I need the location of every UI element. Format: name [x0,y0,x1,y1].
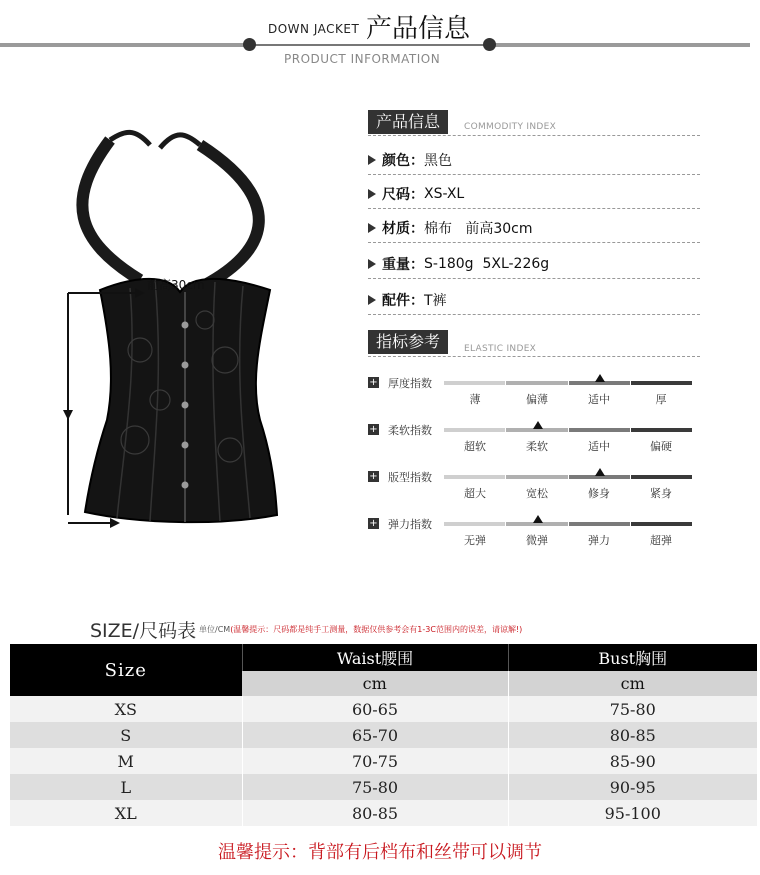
info-row-color [368,150,452,170]
triangle-icon [368,189,376,199]
header-dot-left [243,38,256,51]
unit-bust: cm [508,671,757,697]
footer-note: 温馨提示：背部有后档布和丝带可以调节 [218,842,542,863]
size-title-text: SIZE/尺码表 [90,620,197,642]
index-option: 修身 [588,487,610,500]
table-cell-waist: 65-70 [242,722,508,748]
size-rows [10,696,757,826]
triangle-icon [368,223,376,233]
info-value: 黑色 [424,153,452,169]
header-line-right [486,43,750,47]
index-name: 厚度指数 [388,377,432,390]
triangle-icon [368,259,376,269]
table-cell-size: L [10,774,242,800]
info-row-weight [368,254,549,274]
table-cell-bust: 75-80 [508,696,757,722]
size-table [10,644,757,826]
index-bar-segment [444,522,505,526]
info-divider [368,208,700,209]
info-divider [368,174,700,175]
index-name: 弹力指数 [388,518,432,531]
table-cell-bust: 85-90 [508,748,757,774]
index-option: 适中 [588,440,610,453]
commodity-title: 产品信息 [368,110,448,134]
index-marker [533,515,543,523]
index-bar-segment [444,381,505,385]
commodity-divider [368,135,700,136]
index-bar-segment [506,381,567,385]
header-en-title: DOWN JACKET [268,22,360,36]
index-option: 宽松 [526,487,548,500]
plus-icon: + [369,518,378,529]
index-bar [444,522,692,526]
table-cell-size: S [10,722,242,748]
info-value: XS-XL [424,186,465,202]
index-name: 柔软指数 [388,424,432,437]
index-option: 薄 [469,393,481,406]
measurement-arrows [60,285,150,535]
info-row-material [368,218,533,238]
index-option: 弹力 [588,534,610,547]
table-cell-size: XS [10,696,242,722]
index-option: 适中 [588,393,610,406]
info-value: S-180g 5XL-226g [424,256,550,272]
table-row [10,696,757,722]
info-divider [368,314,700,315]
table-cell-waist: 70-75 [242,748,508,774]
index-marker [533,421,543,429]
index-bar-segment [631,522,692,526]
header-waist: Waist腰围 [242,644,508,671]
info-value: 棉布 前高30cm [424,221,533,237]
triangle-icon [368,295,376,305]
index-bar-segment [569,522,630,526]
table-cell-size: M [10,748,242,774]
table-row [10,722,757,748]
info-label: 颜色： [382,153,424,169]
size-table-note [199,624,522,635]
table-cell-waist: 75-80 [242,774,508,800]
index-option: 超弹 [650,534,672,547]
index-option: 偏薄 [526,393,548,406]
index-option: 厚 [655,393,667,406]
index-bar-segment [631,475,692,479]
plus-icon: + [369,377,378,388]
header-cn-title: 产品信息 [366,14,471,44]
table-cell-waist: 80-85 [242,800,508,826]
info-label: 尺码： [382,187,424,203]
info-divider [368,278,700,279]
table-cell-bust: 80-85 [508,722,757,748]
info-row-accessory [368,290,447,310]
size-table-title [90,616,196,643]
index-option: 无弹 [464,534,486,547]
header-line-left [0,43,250,47]
index-option: 超大 [464,487,486,500]
unit-note: 单位/CM [199,625,231,634]
unit-waist: cm [242,671,508,697]
index-bar-segment [506,475,567,479]
header-bust: Bust胸围 [508,644,757,671]
index-bar-segment [631,428,692,432]
table-cell-waist: 60-65 [242,696,508,722]
elastic-title: 指标参考 [368,330,448,354]
index-bar [444,475,692,479]
index-bar-segment [444,428,505,432]
triangle-icon [368,155,376,165]
table-row [10,774,757,800]
header-size: Size [10,644,242,696]
plus-icon: + [369,424,378,435]
table-header-row [10,644,757,671]
info-value: T裤 [424,293,447,309]
index-marker [595,468,605,476]
elastic-subtitle: ELASTIC INDEX [464,344,537,354]
index-option: 柔软 [526,440,548,453]
header-subtitle: PRODUCT INFORMATION [284,52,441,66]
info-divider [368,242,700,243]
index-bar-segment [444,475,505,479]
header-dot-right [483,38,496,51]
index-bar-segment [631,381,692,385]
dimension-label: 前高30cm [147,278,205,292]
table-cell-size: XL [10,800,242,826]
table-row [10,748,757,774]
index-option: 微弹 [526,534,548,547]
index-option: 紧身 [650,487,672,500]
plus-icon: + [369,471,378,482]
index-name: 版型指数 [388,471,432,484]
index-bar [444,381,692,385]
info-label: 材质： [382,221,424,237]
table-row [10,800,757,826]
table-cell-bust: 95-100 [508,800,757,826]
index-option: 超软 [464,440,486,453]
index-marker [595,374,605,382]
index-bar [444,428,692,432]
index-bar-segment [569,428,630,432]
table-cell-bust: 90-95 [508,774,757,800]
info-label: 重量： [382,257,424,273]
info-row-size [368,184,464,204]
index-option: 偏硬 [650,440,672,453]
commodity-subtitle: COMMODITY INDEX [464,122,557,132]
elastic-divider [368,356,700,357]
measure-warning: (温馨提示：尺码都是纯手工测量，数据仅供参考会有1-3C范围内的误差，请谅解!) [230,625,523,634]
info-label: 配件： [382,293,424,309]
